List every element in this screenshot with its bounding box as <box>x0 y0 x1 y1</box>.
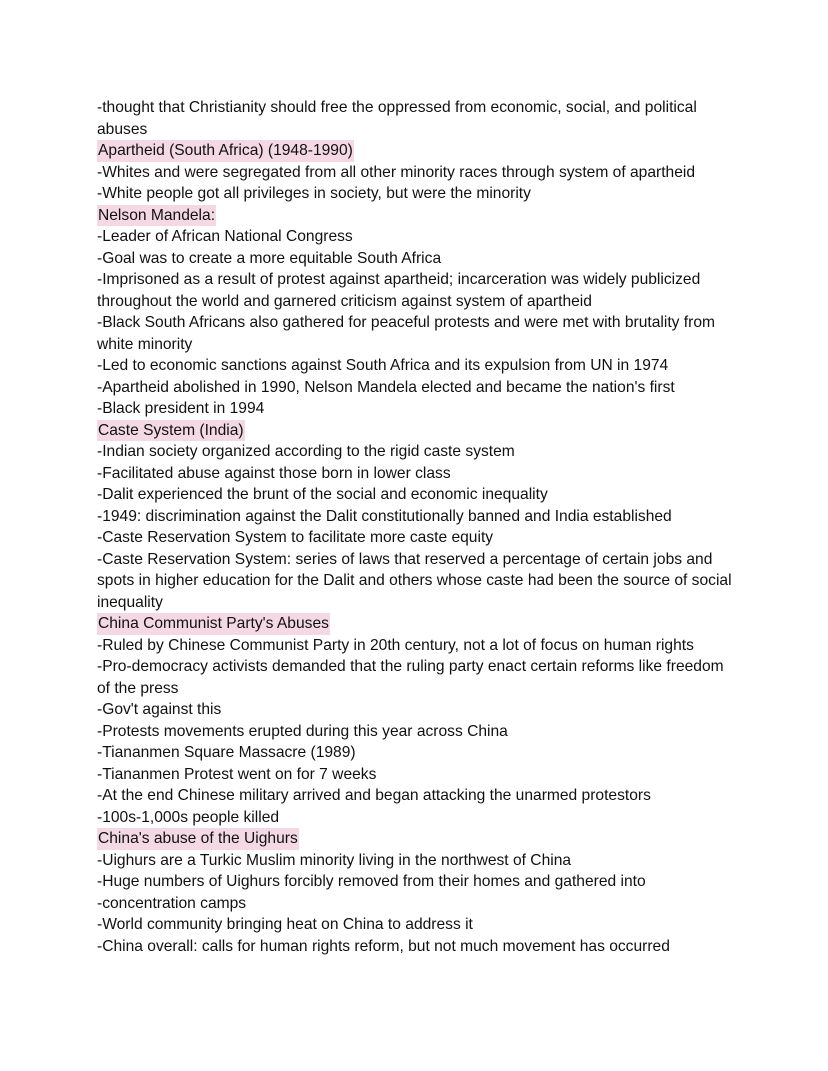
note-line: -Leader of African National Congress <box>97 228 353 245</box>
note-line: -Whites and were segregated from all other minority races through system of apartheid <box>97 163 696 181</box>
notes-body <box>97 97 737 957</box>
section-heading-row <box>97 205 737 227</box>
note-line: -Black president in 1994 <box>97 400 265 417</box>
note-line: -Tiananmen Protest went on for 7 weeks <box>97 765 377 783</box>
section-heading: Apartheid (South Africa) (1948-1990) <box>97 140 354 162</box>
note-line: -Goal was to create a more equitable South Africa <box>97 249 442 267</box>
section-heading: Nelson Mandela: <box>97 205 216 227</box>
note-line: -Huge numbers of Uighurs forcibly removed from their homes and gathered into <box>97 873 646 890</box>
note-line: -At the end Chinese military arrived and began attacking the unarmed protestors <box>97 787 651 804</box>
note-line: -World community bringing heat on China to address it <box>97 916 473 933</box>
section-heading: China Communist Party's Abuses <box>97 613 330 635</box>
note-line: -Apartheid abolished in 1990, Nelson Mandela elected and became the nation's first <box>97 378 675 396</box>
section-heading: China's abuse of the Uighurs <box>97 828 299 850</box>
note-line: -Indian society organized according to the rigid caste system <box>97 443 515 460</box>
note-paragraph: -thought that Christianity should free the oppressed from economic, social, and political abuses <box>97 99 697 138</box>
section-heading-row <box>97 420 737 442</box>
note-line: -China overall: calls for human rights reform, but not much movement has occurred <box>97 937 670 955</box>
note-line: -Protests movements erupted during this year across China <box>97 722 508 740</box>
note-line: -1949: discrimination against the Dalit constitutionally banned and India established <box>97 507 672 525</box>
note-paragraph: -Imprisoned as a result of protest against apartheid; incarceration was widely publicized throughout the world and garnered criticism against system of apartheid <box>97 271 701 310</box>
note-line: -concentration camps <box>97 894 247 912</box>
note-line: -Caste Reservation System to facilitate more caste equity <box>97 529 494 546</box>
section-heading-row <box>97 828 737 850</box>
note-line: -White people got all privileges in society, but were the minority <box>97 185 531 202</box>
note-line: -Gov't against this <box>97 701 222 718</box>
section-heading-row <box>97 140 737 162</box>
document-page <box>97 97 737 957</box>
note-line: -100s-1,000s people killed <box>97 808 280 826</box>
note-paragraph: -Caste Reservation System: series of laws that reserved a percentage of certain jobs and spots in higher education for the Dalit and others whose caste had been the source of social inequality <box>97 550 732 611</box>
note-paragraph: -Pro-democracy activists demanded that the ruling party enact certain reforms like freedom of the press <box>97 658 724 697</box>
section-heading-row <box>97 613 737 635</box>
note-line: -Led to economic sanctions against South Africa and its expulsion from UN in 1974 <box>97 357 669 374</box>
note-line: -Facilitated abuse against those born in lower class <box>97 464 451 482</box>
note-paragraph: -Black South Africans also gathered for peaceful protests and were met with brutality from white minority <box>97 314 715 353</box>
note-line: -Ruled by Chinese Communist Party in 20th century, not a lot of focus on human rights <box>97 636 694 654</box>
note-line: -Tiananmen Square Massacre (1989) <box>97 744 356 761</box>
note-line: -Uighurs are a Turkic Muslim minority living in the northwest of China <box>97 851 572 869</box>
note-line: -Dalit experienced the brunt of the social and economic inequality <box>97 486 548 503</box>
section-heading: Caste System (India) <box>97 420 245 442</box>
